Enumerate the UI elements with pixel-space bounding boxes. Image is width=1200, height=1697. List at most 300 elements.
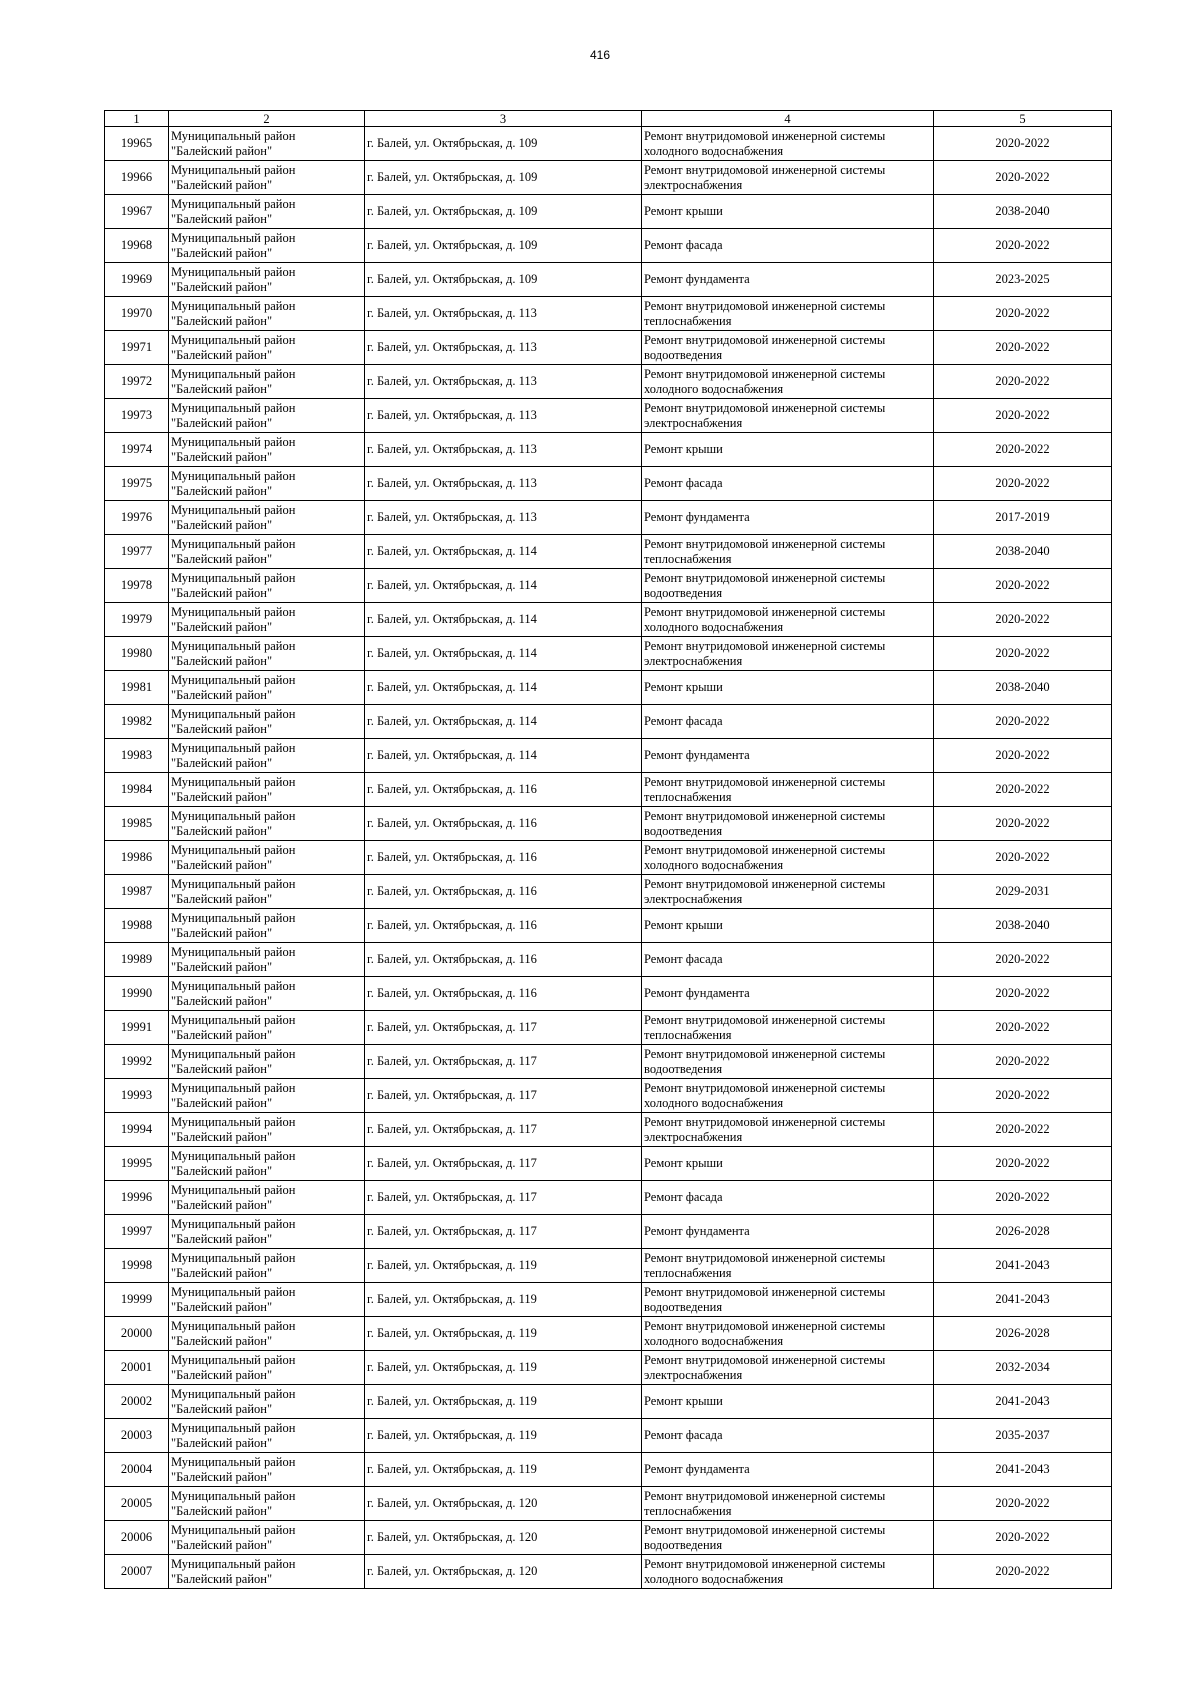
- work-type-line: Ремонт внутридомовой инженерной системы: [644, 400, 886, 415]
- period-cell: 2020-2022: [934, 943, 1112, 977]
- municipality-cell: [169, 603, 365, 637]
- municipality-line: "Балейский район": [171, 1095, 273, 1110]
- work-type-line: водоотведения: [644, 1061, 723, 1076]
- municipality-line: Муниципальный район: [171, 706, 296, 721]
- work-type-line: холодного водоснабжения: [644, 143, 784, 158]
- work-type-line: теплоснабжения: [644, 1265, 732, 1280]
- work-type-line: Ремонт фундамента: [644, 986, 750, 1000]
- municipality-cell: [169, 977, 365, 1011]
- work-type-cell: [642, 1317, 934, 1351]
- period-cell: 2038-2040: [934, 535, 1112, 569]
- row-number-cell: 19967: [105, 195, 169, 229]
- municipality-line: Муниципальный район: [171, 1012, 296, 1027]
- row-number-cell: 19970: [105, 297, 169, 331]
- period-cell: 2020-2022: [934, 773, 1112, 807]
- row-number-cell: 20000: [105, 1317, 169, 1351]
- row-number-cell: 19999: [105, 1283, 169, 1317]
- table-row: [105, 943, 1112, 977]
- row-number-cell: 19986: [105, 841, 169, 875]
- row-number-cell: 19966: [105, 161, 169, 195]
- municipality-line: "Балейский район": [171, 755, 273, 770]
- work-type-line: холодного водоснабжения: [644, 1571, 784, 1586]
- work-type-line: Ремонт фасада: [644, 952, 723, 966]
- period-cell: 2035-2037: [934, 1419, 1112, 1453]
- work-type-line: холодного водоснабжения: [644, 381, 784, 396]
- table-row: [105, 671, 1112, 705]
- municipality-cell: [169, 909, 365, 943]
- work-type-line: Ремонт внутридомовой инженерной системы: [644, 536, 886, 551]
- period-cell: 2020-2022: [934, 1521, 1112, 1555]
- municipality-line: "Балейский район": [171, 823, 273, 838]
- table-row: [105, 467, 1112, 501]
- municipality-line: Муниципальный район: [171, 1386, 296, 1401]
- municipality-line: Муниципальный район: [171, 978, 296, 993]
- address-cell: г. Балей, ул. Октябрьская, д. 117: [365, 1045, 642, 1079]
- row-number-cell: 19998: [105, 1249, 169, 1283]
- municipality-line: "Балейский район": [171, 551, 273, 566]
- municipality-line: Муниципальный район: [171, 1454, 296, 1469]
- address-cell: г. Балей, ул. Октябрьская, д. 116: [365, 807, 642, 841]
- work-type-line: электроснабжения: [644, 1367, 743, 1382]
- municipality-line: "Балейский район": [171, 449, 273, 464]
- work-type-line: водоотведения: [644, 1537, 723, 1552]
- work-type-cell: [642, 331, 934, 365]
- row-number-cell: 19990: [105, 977, 169, 1011]
- municipality-cell: [169, 1351, 365, 1385]
- address-cell: г. Балей, ул. Октябрьская, д. 114: [365, 705, 642, 739]
- municipality-line: "Балейский район": [171, 1299, 273, 1314]
- address-cell: г. Балей, ул. Октябрьская, д. 113: [365, 501, 642, 535]
- address-cell: г. Балей, ул. Октябрьская, д. 117: [365, 1147, 642, 1181]
- work-type-line: Ремонт фундамента: [644, 1462, 750, 1476]
- period-cell: 2020-2022: [934, 127, 1112, 161]
- work-type-cell: [642, 127, 934, 161]
- municipality-line: "Балейский район": [171, 177, 273, 192]
- municipality-cell: [169, 365, 365, 399]
- work-type-cell: [642, 1351, 934, 1385]
- address-cell: г. Балей, ул. Октябрьская, д. 114: [365, 739, 642, 773]
- period-cell: 2041-2043: [934, 1249, 1112, 1283]
- row-number-cell: 19995: [105, 1147, 169, 1181]
- municipality-line: Муниципальный район: [171, 944, 296, 959]
- period-cell: 2023-2025: [934, 263, 1112, 297]
- table-row: [105, 841, 1112, 875]
- municipality-cell: [169, 637, 365, 671]
- municipality-line: Муниципальный район: [171, 128, 296, 143]
- municipality-line: "Балейский район": [171, 857, 273, 872]
- municipality-line: Муниципальный район: [171, 1080, 296, 1095]
- municipality-line: Муниципальный район: [171, 1488, 296, 1503]
- work-type-cell: [642, 399, 934, 433]
- work-type-line: Ремонт крыши: [644, 918, 723, 932]
- address-cell: г. Балей, ул. Октябрьская, д. 114: [365, 637, 642, 671]
- municipality-cell: [169, 1249, 365, 1283]
- work-type-cell: [642, 1555, 934, 1589]
- address-cell: г. Балей, ул. Октябрьская, д. 113: [365, 297, 642, 331]
- work-type-line: Ремонт фундамента: [644, 272, 750, 286]
- row-number-cell: 19975: [105, 467, 169, 501]
- work-type-line: Ремонт внутридомовой инженерной системы: [644, 1080, 886, 1095]
- address-cell: г. Балей, ул. Октябрьская, д. 116: [365, 773, 642, 807]
- period-cell: 2020-2022: [934, 365, 1112, 399]
- work-type-cell: [642, 467, 934, 501]
- work-type-cell: [642, 263, 934, 297]
- address-cell: г. Балей, ул. Октябрьская, д. 117: [365, 1011, 642, 1045]
- work-type-cell: [642, 1011, 934, 1045]
- municipality-line: Муниципальный район: [171, 740, 296, 755]
- address-cell: г. Балей, ул. Октябрьская, д. 113: [365, 399, 642, 433]
- table-row: [105, 161, 1112, 195]
- municipality-cell: [169, 467, 365, 501]
- work-type-cell: [642, 195, 934, 229]
- municipality-line: "Балейский район": [171, 789, 273, 804]
- period-cell: 2038-2040: [934, 671, 1112, 705]
- municipality-cell: [169, 195, 365, 229]
- municipality-line: Муниципальный район: [171, 536, 296, 551]
- municipality-line: Муниципальный район: [171, 570, 296, 585]
- municipality-line: Муниципальный район: [171, 1148, 296, 1163]
- period-cell: 2020-2022: [934, 1555, 1112, 1589]
- municipality-line: Муниципальный район: [171, 162, 296, 177]
- municipality-line: "Балейский район": [171, 1469, 273, 1484]
- table-row: [105, 1079, 1112, 1113]
- table-row: [105, 875, 1112, 909]
- municipality-cell: [169, 671, 365, 705]
- address-cell: г. Балей, ул. Октябрьская, д. 109: [365, 229, 642, 263]
- row-number-cell: 20007: [105, 1555, 169, 1589]
- period-cell: 2020-2022: [934, 399, 1112, 433]
- municipality-line: "Балейский район": [171, 517, 273, 532]
- work-type-cell: [642, 297, 934, 331]
- municipality-cell: [169, 841, 365, 875]
- municipality-line: Муниципальный район: [171, 298, 296, 313]
- municipality-line: Муниципальный район: [171, 638, 296, 653]
- work-type-line: холодного водоснабжения: [644, 1095, 784, 1110]
- work-type-cell: [642, 161, 934, 195]
- table-row: [105, 807, 1112, 841]
- row-number-cell: 20005: [105, 1487, 169, 1521]
- work-type-cell: [642, 535, 934, 569]
- table-body: [105, 127, 1112, 1589]
- work-type-line: Ремонт внутридомовой инженерной системы: [644, 604, 886, 619]
- work-type-line: Ремонт крыши: [644, 204, 723, 218]
- work-type-cell: [642, 501, 934, 535]
- municipality-cell: [169, 705, 365, 739]
- table-row: [105, 705, 1112, 739]
- work-type-cell: [642, 909, 934, 943]
- municipality-line: Муниципальный район: [171, 264, 296, 279]
- municipality-cell: [169, 1555, 365, 1589]
- address-cell: г. Балей, ул. Октябрьская, д. 109: [365, 195, 642, 229]
- work-type-line: Ремонт внутридомовой инженерной системы: [644, 128, 886, 143]
- municipality-line: "Балейский район": [171, 143, 273, 158]
- municipality-cell: [169, 1453, 365, 1487]
- work-type-cell: [642, 1453, 934, 1487]
- address-cell: г. Балей, ул. Октябрьская, д. 119: [365, 1351, 642, 1385]
- row-number-cell: 20002: [105, 1385, 169, 1419]
- row-number-cell: 19987: [105, 875, 169, 909]
- row-number-cell: 19968: [105, 229, 169, 263]
- page-number: 416: [589, 48, 611, 62]
- municipality-cell: [169, 535, 365, 569]
- municipality-line: Муниципальный район: [171, 876, 296, 891]
- municipality-cell: [169, 1317, 365, 1351]
- period-cell: 2020-2022: [934, 1147, 1112, 1181]
- municipality-cell: [169, 875, 365, 909]
- work-type-line: электроснабжения: [644, 891, 743, 906]
- table-row: [105, 1181, 1112, 1215]
- municipality-line: "Балейский район": [171, 1435, 273, 1450]
- municipality-cell: [169, 569, 365, 603]
- table-row: [105, 263, 1112, 297]
- municipality-cell: [169, 1113, 365, 1147]
- address-cell: г. Балей, ул. Октябрьская, д. 120: [365, 1555, 642, 1589]
- period-cell: 2020-2022: [934, 977, 1112, 1011]
- work-type-line: Ремонт внутридомовой инженерной системы: [644, 638, 886, 653]
- municipality-line: "Балейский район": [171, 279, 273, 294]
- row-number-cell: 19989: [105, 943, 169, 977]
- municipality-line: Муниципальный район: [171, 366, 296, 381]
- work-type-cell: [642, 705, 934, 739]
- municipality-line: Муниципальный район: [171, 1114, 296, 1129]
- municipality-cell: [169, 1181, 365, 1215]
- work-type-cell: [642, 875, 934, 909]
- address-cell: г. Балей, ул. Октябрьская, д. 114: [365, 603, 642, 637]
- address-cell: г. Балей, ул. Октябрьская, д. 114: [365, 535, 642, 569]
- work-type-cell: [642, 433, 934, 467]
- work-type-line: водоотведения: [644, 585, 723, 600]
- municipality-line: "Балейский район": [171, 483, 273, 498]
- table-row: [105, 365, 1112, 399]
- table-row: [105, 1283, 1112, 1317]
- work-type-line: Ремонт внутридомовой инженерной системы: [644, 1284, 886, 1299]
- table-row: [105, 603, 1112, 637]
- period-cell: 2041-2043: [934, 1453, 1112, 1487]
- work-type-line: Ремонт фасада: [644, 1190, 723, 1204]
- work-type-line: Ремонт внутридомовой инженерной системы: [644, 570, 886, 585]
- address-cell: г. Балей, ул. Октябрьская, д. 116: [365, 875, 642, 909]
- municipality-cell: [169, 263, 365, 297]
- period-cell: 2020-2022: [934, 603, 1112, 637]
- work-type-line: Ремонт фасада: [644, 476, 723, 490]
- municipality-line: "Балейский район": [171, 1231, 273, 1246]
- period-cell: 2038-2040: [934, 195, 1112, 229]
- municipality-line: Муниципальный район: [171, 774, 296, 789]
- municipality-line: "Балейский район": [171, 993, 273, 1008]
- address-cell: г. Балей, ул. Октябрьская, д. 109: [365, 161, 642, 195]
- period-cell: 2020-2022: [934, 467, 1112, 501]
- address-cell: г. Балей, ул. Октябрьская, д. 114: [365, 569, 642, 603]
- municipality-line: Муниципальный район: [171, 1556, 296, 1571]
- municipality-cell: [169, 1045, 365, 1079]
- municipality-cell: [169, 773, 365, 807]
- address-cell: г. Балей, ул. Октябрьская, д. 120: [365, 1521, 642, 1555]
- work-type-cell: [642, 1419, 934, 1453]
- address-cell: г. Балей, ул. Октябрьская, д. 117: [365, 1079, 642, 1113]
- period-cell: 2020-2022: [934, 569, 1112, 603]
- address-cell: г. Балей, ул. Октябрьская, д. 119: [365, 1453, 642, 1487]
- municipality-cell: [169, 297, 365, 331]
- period-cell: 2029-2031: [934, 875, 1112, 909]
- municipality-line: Муниципальный район: [171, 332, 296, 347]
- row-number-cell: 19996: [105, 1181, 169, 1215]
- municipality-cell: [169, 739, 365, 773]
- row-number-cell: 19979: [105, 603, 169, 637]
- municipality-line: "Балейский район": [171, 1401, 273, 1416]
- table-row: [105, 1521, 1112, 1555]
- period-cell: 2020-2022: [934, 841, 1112, 875]
- municipality-line: "Балейский район": [171, 959, 273, 974]
- row-number-cell: 19972: [105, 365, 169, 399]
- row-number-cell: 19971: [105, 331, 169, 365]
- municipality-cell: [169, 807, 365, 841]
- period-cell: 2020-2022: [934, 1045, 1112, 1079]
- municipality-line: "Балейский район": [171, 381, 273, 396]
- work-type-cell: [642, 1385, 934, 1419]
- work-type-line: Ремонт внутридомовой инженерной системы: [644, 1046, 886, 1061]
- column-header: 3: [365, 111, 642, 127]
- work-type-cell: [642, 977, 934, 1011]
- work-type-cell: [642, 1283, 934, 1317]
- period-cell: 2020-2022: [934, 1487, 1112, 1521]
- row-number-cell: 20001: [105, 1351, 169, 1385]
- work-type-cell: [642, 603, 934, 637]
- municipality-line: "Балейский район": [171, 1571, 273, 1586]
- municipality-line: "Балейский район": [171, 1197, 273, 1212]
- work-type-cell: [642, 1215, 934, 1249]
- municipality-cell: [169, 1079, 365, 1113]
- municipality-line: "Балейский район": [171, 1333, 273, 1348]
- work-type-cell: [642, 841, 934, 875]
- work-type-line: холодного водоснабжения: [644, 857, 784, 872]
- municipality-line: Муниципальный район: [171, 604, 296, 619]
- work-type-line: Ремонт фундамента: [644, 1224, 750, 1238]
- table-row: [105, 127, 1112, 161]
- municipality-line: "Балейский район": [171, 687, 273, 702]
- work-type-cell: [642, 1181, 934, 1215]
- work-type-line: водоотведения: [644, 347, 723, 362]
- work-type-line: Ремонт внутридомовой инженерной системы: [644, 1522, 886, 1537]
- period-cell: 2017-2019: [934, 501, 1112, 535]
- work-type-cell: [642, 365, 934, 399]
- address-cell: г. Балей, ул. Октябрьская, д. 116: [365, 943, 642, 977]
- municipality-cell: [169, 501, 365, 535]
- work-type-line: Ремонт внутридомовой инженерной системы: [644, 1012, 886, 1027]
- address-cell: г. Балей, ул. Октябрьская, д. 120: [365, 1487, 642, 1521]
- municipality-line: "Балейский район": [171, 1265, 273, 1280]
- period-cell: 2032-2034: [934, 1351, 1112, 1385]
- municipality-line: "Балейский район": [171, 313, 273, 328]
- municipality-line: "Балейский район": [171, 891, 273, 906]
- work-type-line: теплоснабжения: [644, 1027, 732, 1042]
- municipality-cell: [169, 943, 365, 977]
- table-row: [105, 1215, 1112, 1249]
- municipality-line: Муниципальный район: [171, 1250, 296, 1265]
- column-header: 2: [169, 111, 365, 127]
- municipality-cell: [169, 161, 365, 195]
- work-type-line: теплоснабжения: [644, 313, 732, 328]
- work-type-line: холодного водоснабжения: [644, 619, 784, 634]
- period-cell: 2041-2043: [934, 1385, 1112, 1419]
- repair-schedule-table: [104, 110, 1112, 1589]
- work-type-cell: [642, 637, 934, 671]
- address-cell: г. Балей, ул. Октябрьская, д. 119: [365, 1249, 642, 1283]
- municipality-cell: [169, 399, 365, 433]
- work-type-cell: [642, 1249, 934, 1283]
- work-type-cell: [642, 943, 934, 977]
- work-type-line: Ремонт внутридомовой инженерной системы: [644, 1250, 886, 1265]
- row-number-cell: 19997: [105, 1215, 169, 1249]
- municipality-line: "Балейский район": [171, 721, 273, 736]
- work-type-line: Ремонт внутридомовой инженерной системы: [644, 842, 886, 857]
- work-type-cell: [642, 1079, 934, 1113]
- address-cell: г. Балей, ул. Октябрьская, д. 116: [365, 841, 642, 875]
- work-type-cell: [642, 1487, 934, 1521]
- table-header-row: [105, 111, 1112, 127]
- work-type-cell: [642, 807, 934, 841]
- address-cell: г. Балей, ул. Октябрьская, д. 116: [365, 977, 642, 1011]
- period-cell: 2020-2022: [934, 637, 1112, 671]
- address-cell: г. Балей, ул. Октябрьская, д. 117: [365, 1113, 642, 1147]
- table-row: [105, 331, 1112, 365]
- municipality-line: "Балейский район": [171, 925, 273, 940]
- work-type-line: Ремонт фундамента: [644, 510, 750, 524]
- address-cell: г. Балей, ул. Октябрьская, д. 113: [365, 331, 642, 365]
- address-cell: г. Балей, ул. Октябрьская, д. 119: [365, 1385, 642, 1419]
- municipality-cell: [169, 1283, 365, 1317]
- work-type-line: Ремонт внутридомовой инженерной системы: [644, 298, 886, 313]
- table-row: [105, 1113, 1112, 1147]
- work-type-line: Ремонт крыши: [644, 1156, 723, 1170]
- table-row: [105, 195, 1112, 229]
- row-number-cell: 19993: [105, 1079, 169, 1113]
- row-number-cell: 19974: [105, 433, 169, 467]
- work-type-line: электроснабжения: [644, 1129, 743, 1144]
- municipality-line: Муниципальный район: [171, 1046, 296, 1061]
- municipality-cell: [169, 433, 365, 467]
- table-row: [105, 739, 1112, 773]
- work-type-line: теплоснабжения: [644, 789, 732, 804]
- table-row: [105, 1147, 1112, 1181]
- row-number-cell: 19965: [105, 127, 169, 161]
- address-cell: г. Балей, ул. Октябрьская, д. 119: [365, 1419, 642, 1453]
- column-header: 5: [934, 111, 1112, 127]
- period-cell: 2020-2022: [934, 331, 1112, 365]
- table-row: [105, 1011, 1112, 1045]
- municipality-line: "Балейский район": [171, 1061, 273, 1076]
- period-cell: 2020-2022: [934, 297, 1112, 331]
- row-number-cell: 19969: [105, 263, 169, 297]
- row-number-cell: 19978: [105, 569, 169, 603]
- table-row: [105, 1249, 1112, 1283]
- work-type-cell: [642, 1147, 934, 1181]
- municipality-line: Муниципальный район: [171, 1182, 296, 1197]
- municipality-line: Муниципальный район: [171, 502, 296, 517]
- row-number-cell: 19984: [105, 773, 169, 807]
- table-row: [105, 1487, 1112, 1521]
- work-type-line: теплоснабжения: [644, 551, 732, 566]
- municipality-line: Муниципальный район: [171, 196, 296, 211]
- municipality-cell: [169, 1147, 365, 1181]
- work-type-line: Ремонт внутридомовой инженерной системы: [644, 1556, 886, 1571]
- work-type-line: Ремонт крыши: [644, 1394, 723, 1408]
- column-header: 4: [642, 111, 934, 127]
- municipality-line: Муниципальный район: [171, 842, 296, 857]
- municipality-cell: [169, 127, 365, 161]
- address-cell: г. Балей, ул. Октябрьская, д. 114: [365, 671, 642, 705]
- municipality-line: "Балейский район": [171, 415, 273, 430]
- period-cell: 2020-2022: [934, 807, 1112, 841]
